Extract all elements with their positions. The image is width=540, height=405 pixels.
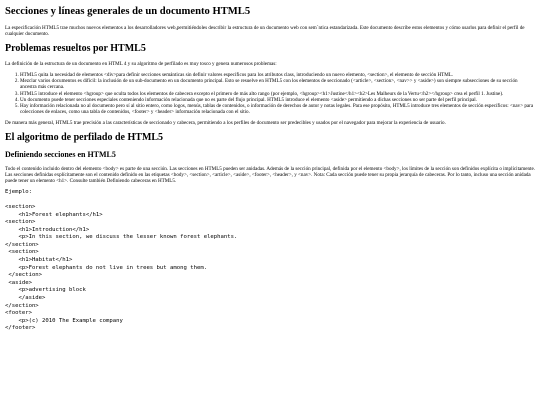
algorithm-heading: El algoritmo de perfilado de HTML5 (5, 132, 164, 144)
page-title: Secciones y líneas generales de un documento HTML5 (5, 6, 251, 17)
problems-intro: La definición de la estructura de un documento en HTML 4 y su algoritmo de perfilado es muy tosco y genera numerosos problemas: (5, 61, 277, 68)
list-item: 5. Hay información relacionada no al documento pero sí al sitio entero, como logos, menús, tablas de contenidos, o información de derechos de autor y notas legales. Para ese propósito, HTML5 introduce tres elementos de sección específicos: <nav> para colecciones de enlaces, como una tabla de contenidos, <footer> y <header> información relacionada con el sitio. (20, 103, 535, 115)
problems-list (5, 72, 535, 115)
example-label: Ejemplo: (5, 189, 32, 196)
list-item: 3. HTML5 introduce el elemento <hgroup> que oculta todos los elementos de cabecera excepto el primero de más alto rango (por ejemplo, <hgroup><h1>Justine</h1><h2>Les Malheurs de la Vertu</h2></hgroup> crea el perfil 1. Justine). (20, 91, 535, 97)
problems-conclusion: De manera más general, HTML5 trae precisión a las características de seccionado y cabecera, permitiendo a los perfiles de documento ser predecibles y usados por el navegador para mejorar la experiencia de usuario. (5, 119, 446, 126)
list-item: 4. Un documento puede tener secciones especiales conteniendo información relacionada que no es parte del flujo principal. HTML5 introduce el elemento <aside> permitiendo a dichas secciones no ser parte del perfil principal. (20, 97, 535, 103)
defining-sections-heading: Definiendo secciones en HTML5 (5, 150, 116, 160)
intro-paragraph: La especificación HTML5 trae muchos nuevos elementos a los desarrolladores web,permitiéndoles describir la estructura de un documento web con sem´ntica estandarizada. Este documento describe estos elementos y cómo usarlos para definir el perfil de cualquier documento. (5, 25, 525, 38)
problems-heading: Problemas resueltos por HTML5 (5, 43, 146, 55)
algorithm-body: Todo el contenido incluido dentro del elemento <body> es parte de una sección. Las secciones en HTML5 pueden ser anidadas. Además de la sección principal, definida por el elemento <body>, los límites de la sección son definidos explícita o implícitamente. Las secciones definidas explícitamente son el contenido definido en las etiquetas <body>, <section>, <article>, <aside>, <footer>, <header>, y <nav>. Nota: Cada sección puede tener su propia jerarquía de cabeceras. Por lo tanto, incluso una sección anidada puede tener un elemento <h1>. Consulte también Definiendo cabeceras en HTML5. (5, 166, 535, 185)
code-example: <section> <h1>Forest elephants</h1> <section> <h1>Introduction</h1> <p>In this section, we discuss the lesser known forest elephants. </section> <section> <h1>Habitat</h1> <p>Forest elephants do not live in trees but among them. </section> <aside> <p>advertising block </aside> </section> <footer> <p>(c) 2010 The Example company </footer> (5, 203, 238, 332)
list-item: 2. Mezclar varios documentos es difícil: la inclusión de un sub-documento en un documento principal. Esto se resuelve en HTML5 con los elementos de seccionado (<article>, <section>, <nav>> y <aside>) son siempre subsecciones de su sección ancestra más cercana. (20, 78, 535, 90)
list-item: 1. HTML5 quita la necesidad de elementos <div>para definir secciones semánticas sin definir valores específicos para los atributos class, introduciendo un nuevo elemento, <section>, el elemento de sección HTML. (20, 72, 535, 78)
